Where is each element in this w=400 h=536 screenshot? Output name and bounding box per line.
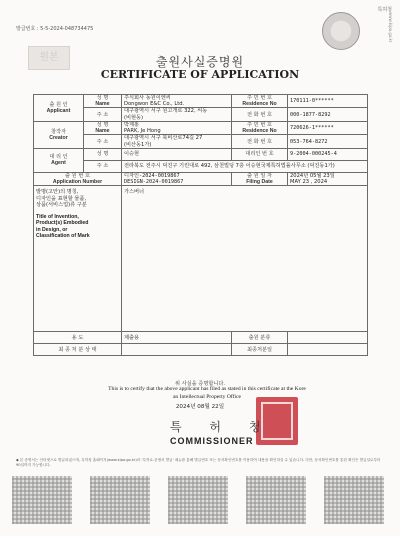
- office-name-ko: 특 허 청: [170, 420, 273, 434]
- applicant-name-label: 성 명 Name: [84, 95, 122, 108]
- filing-date: 2024년 05월 23일 MAY 23 , 2024: [288, 172, 368, 185]
- agent-name: 이승현: [122, 148, 232, 160]
- agent-label: 대 리 인 Agent: [34, 148, 84, 172]
- applicant-row-2: [34, 108, 368, 121]
- applicant-address: 대구광역시 서구 원고개로 322, 씨동 (비현동): [122, 108, 232, 121]
- application-number-label: 출 원 번 호 Application Number: [34, 172, 122, 185]
- office-name-en: COMMISSIONER: [170, 436, 254, 446]
- final-status-value: [122, 344, 232, 356]
- document-title-korean: 출원사실증명원: [155, 55, 245, 69]
- agent-row-2: [34, 160, 368, 172]
- rights-value: [288, 332, 368, 344]
- invention-label: 발명(고안)의 명칭, 디자인을 표현할 물품, 상품(서비스업)류 구분 Title of Invention, Product(s) Embodied in Design, or Classification of Mark: [34, 186, 122, 332]
- applicant-resident-number: 170111-0******: [288, 95, 368, 108]
- creator-address-label: 주 소: [84, 135, 122, 148]
- creator-phone-label: 전 화 번 호: [232, 135, 288, 148]
- creator-resident-number: 720626-1******: [288, 121, 368, 134]
- kipo-logo-icon: [322, 12, 360, 50]
- barcode-icon: [246, 476, 306, 524]
- creator-resident-label: 주 민 번 호 Residence No: [232, 121, 288, 134]
- document-title-english: CERTIFICATE OF APPLICATION: [100, 68, 300, 81]
- application-row: [34, 172, 368, 185]
- agent-name-label: 성 명: [84, 148, 122, 160]
- certificate-table: [33, 94, 368, 356]
- applicant-label: 출 원 인 Applicant: [34, 95, 84, 122]
- applicant-name: 주식회사 동원이엔씨 Dongwon E&C Co., Ltd.: [122, 95, 232, 108]
- final-status-label: 최 종 처 분 상 태: [34, 344, 122, 356]
- application-number: 디자인-2024-0019867 DESIGN-2024-0019867: [122, 172, 232, 185]
- applicant-address-label: 주 소: [84, 108, 122, 121]
- applicant-phone-label: 전 화 번 호: [232, 108, 288, 121]
- barcode-icon: [168, 476, 228, 524]
- certify-statement-ko: 위 사실을 증명합니다.: [174, 381, 226, 387]
- purpose-row: [34, 332, 368, 344]
- final-date-value: [288, 344, 368, 356]
- rights-label: 출원 분류: [232, 332, 288, 344]
- creator-name-label: 성 명 Name: [84, 121, 122, 134]
- issue-number: 발급번호 : 5-5-2024-048734475: [16, 26, 94, 32]
- creator-address: 대구광역시 서구 북비산로74길 27 (비산동1가): [122, 135, 232, 148]
- invention-row: [34, 186, 368, 332]
- certify-statement-en: This is to certify that the above applicant has filed as stated in this certificate at the Kore an Intellectual Property Office: [108, 386, 306, 400]
- purpose-value: 제출용: [122, 332, 232, 344]
- creator-row-2: [34, 135, 368, 148]
- agent-address-label: 주 소: [84, 160, 122, 172]
- applicant-row-1: [34, 95, 368, 108]
- barcode-icon: [12, 476, 72, 524]
- kipo-watermark-text: 특허청: [377, 7, 392, 13]
- agent-number: 9-2004-000245-4: [288, 148, 368, 160]
- agent-address: 전라북도 전주시 덕진구 기린대로 492, 삼천빌딩 7층 이승현국제특허법률사무소 (덕진동1가): [122, 160, 368, 172]
- final-status-row: [34, 344, 368, 356]
- barcode-icon: [324, 476, 384, 524]
- issue-date: 2024년 08월 22일: [175, 404, 225, 410]
- applicant-phone: 000-1877-8292: [288, 108, 368, 121]
- agent-row-1: [34, 148, 368, 160]
- creator-row-1: [34, 121, 368, 134]
- side-url-text: www.kipo.go.kr: [388, 12, 393, 43]
- faded-stamp-icon: 원본: [28, 46, 70, 70]
- final-date-label: 최종처분일: [232, 344, 288, 356]
- creator-phone: 053-764-8272: [288, 135, 368, 148]
- purpose-label: 용 도: [34, 332, 122, 344]
- verification-note: ◆ 본 증명서는 인터넷으로 발급되었으며, 특허청 홈페이지(www.kipo.go.kr)의 '특허로-증명서 발급' 메뉴를 통해 발급번호 또는 문서확인번호를 이용하여 내용을 확인하실 수 있습니다. 다만, 문서확인번호를 통한 확인은 발급일로부터 90일까지 가능합니다.: [16, 458, 381, 467]
- filing-date-label: 출 원 일 자 Filing Date: [232, 172, 288, 185]
- creator-label: 창작자 Creator: [34, 121, 84, 148]
- applicant-resident-label: 주 민 번 호 Residence No: [232, 95, 288, 108]
- creator-name: 박제홍 PARK, Je Hong: [122, 121, 232, 134]
- invention-title: 가스버너: [122, 186, 368, 332]
- agent-number-label: 대리인 번 호: [232, 148, 288, 160]
- barcode-icon: [90, 476, 150, 524]
